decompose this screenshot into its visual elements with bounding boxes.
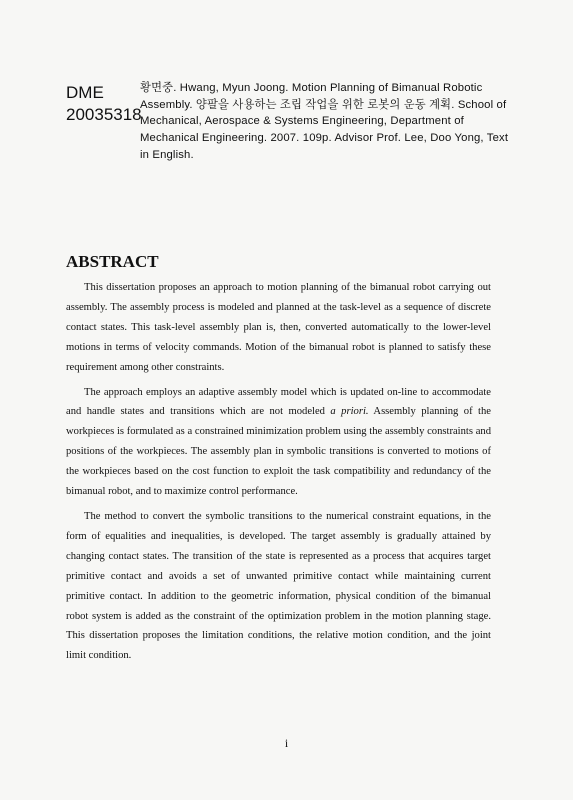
department-code: DME [66,83,104,102]
bibliographic-citation: 황면중. Hwang, Myun Joong. Motion Planning of Bimanual Robotic Assembly. 양팔을 사용하는 조립 작업을 위한 로봇의 운동 계획. School of Mechanical, Aerospace & Systems Engineering, Department of Mechanical Engineering. 2007. 109p. Advisor Prof. Lee, Doo Yong, Text in English. [140,82,509,161]
abstract-paragraph-2 [66,383,491,502]
student-id: 20035318 [66,105,142,124]
page-number: i [284,736,289,750]
paragraph-2-text-start: The approach employs an adaptive assembly model which is updated on-line to accommodate and handle states and transitions which are not modeled [66,386,491,418]
abstract-heading: ABSTRACT [66,252,159,271]
abstract-paragraph-1: This dissertation proposes an approach to motion planning of the bimanual robot carrying out assembly. The assembly process is modeled and planned at the task-level as a sequence of discrete contact states. This task-level assembly plan is, then, converted automatically to the lower-level motions in terms of velocity commands. Motion of the bimanual robot is planned to satisfy these requirement among other constraints. [66,282,491,373]
paragraph-2-text-end: Assembly planning of the workpieces is formulated as a constrained minimization problem using the assembly constraints and positions of the workpieces. The assembly plan in symbolic transitions is converted to motions of the workpieces based on the cost function to exploit the task compatibility and redundancy of the bimanual robot, and to maximize control performance. [66,406,491,498]
document-code [66,82,142,126]
abstract-body [66,278,491,671]
italic-term: a priori. [330,406,369,418]
abstract-paragraph-3: The method to convert the symbolic transitions to the numerical constraint equations, in the form of equalities and inequalities, is developed. The target assembly is gradually attained by changing contact states. The transition of the state is represented as a process that acquires target primitive contact and avoids a set of unwanted primitive contact while maintaining current primitive contact. In addition to the geometric information, physical condition of the bimanual robot system is added as the constraint of the optimization problem in the motion planning stage. This dissertation proposes the limitation conditions, the relative motion condition, and the joint limit condition. [66,510,491,662]
